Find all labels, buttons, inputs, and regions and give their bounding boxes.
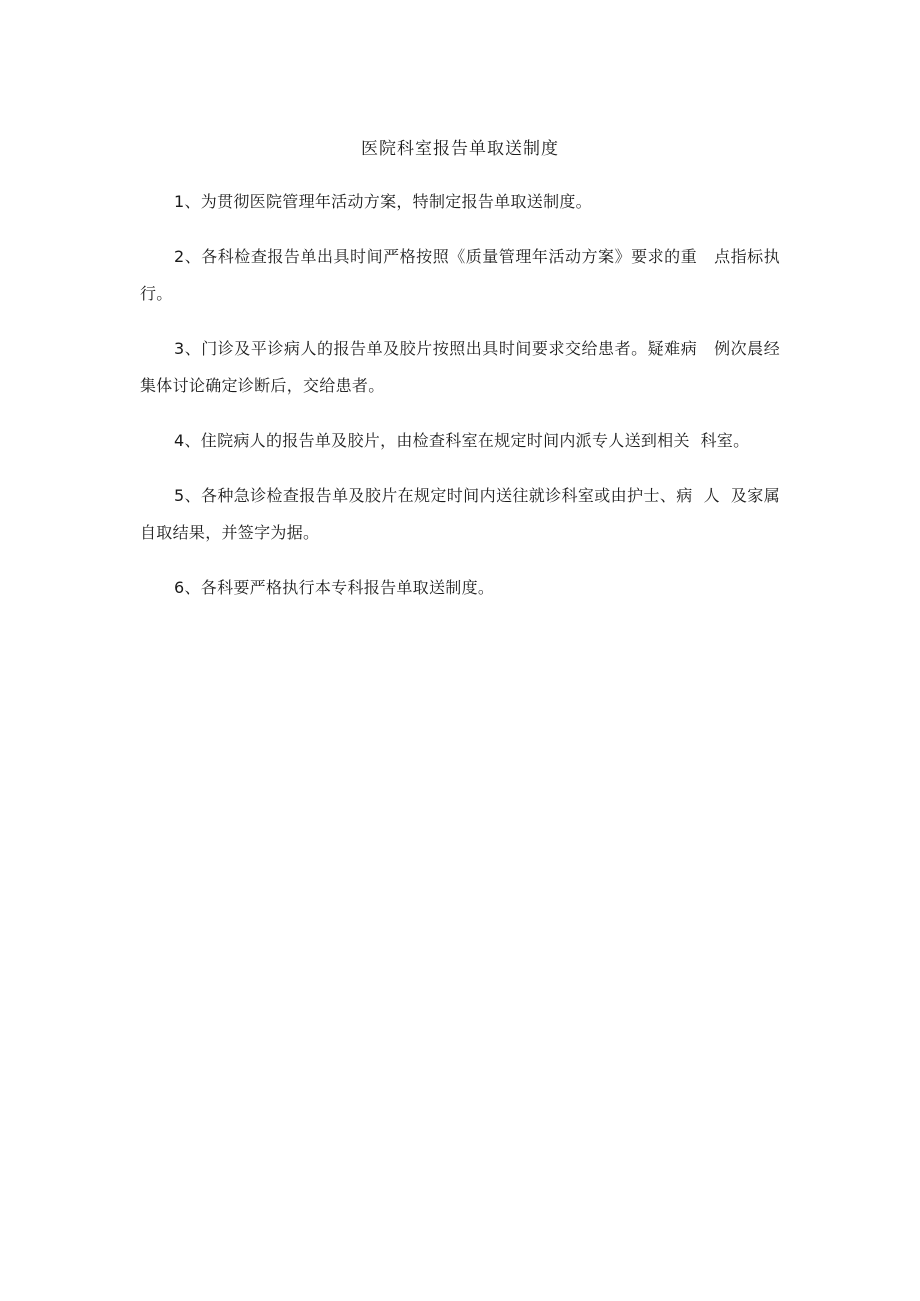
paragraph-5: 5、各种急诊检查报告单及胶片在规定时间内送往就诊科室或由护士、病 人 及家属自取结果，并签字为据。: [140, 486, 780, 542]
paragraph-6: 6、各科要严格执行本专科报告单取送制度。: [174, 578, 495, 597]
paragraph-4: 4、住院病人的报告单及胶片，由检查科室在规定时间内派专人送到相关 科室。: [174, 431, 750, 450]
document-title: 医院科室报告单取送制度: [361, 139, 559, 159]
paragraph-1: 1、为贯彻医院管理年活动方案，特制定报告单取送制度。: [174, 192, 592, 211]
document-body: [140, 183, 780, 624]
paragraph-2: 2、各科检查报告单出具时间严格按照《质量管理年活动方案》要求的重 点指标执行。: [140, 247, 780, 303]
paragraph-3: 3、门诊及平诊病人的报告单及胶片按照出具时间要求交给患者。疑难病 例次晨经集体讨论确定诊断后，交给患者。: [140, 339, 780, 395]
